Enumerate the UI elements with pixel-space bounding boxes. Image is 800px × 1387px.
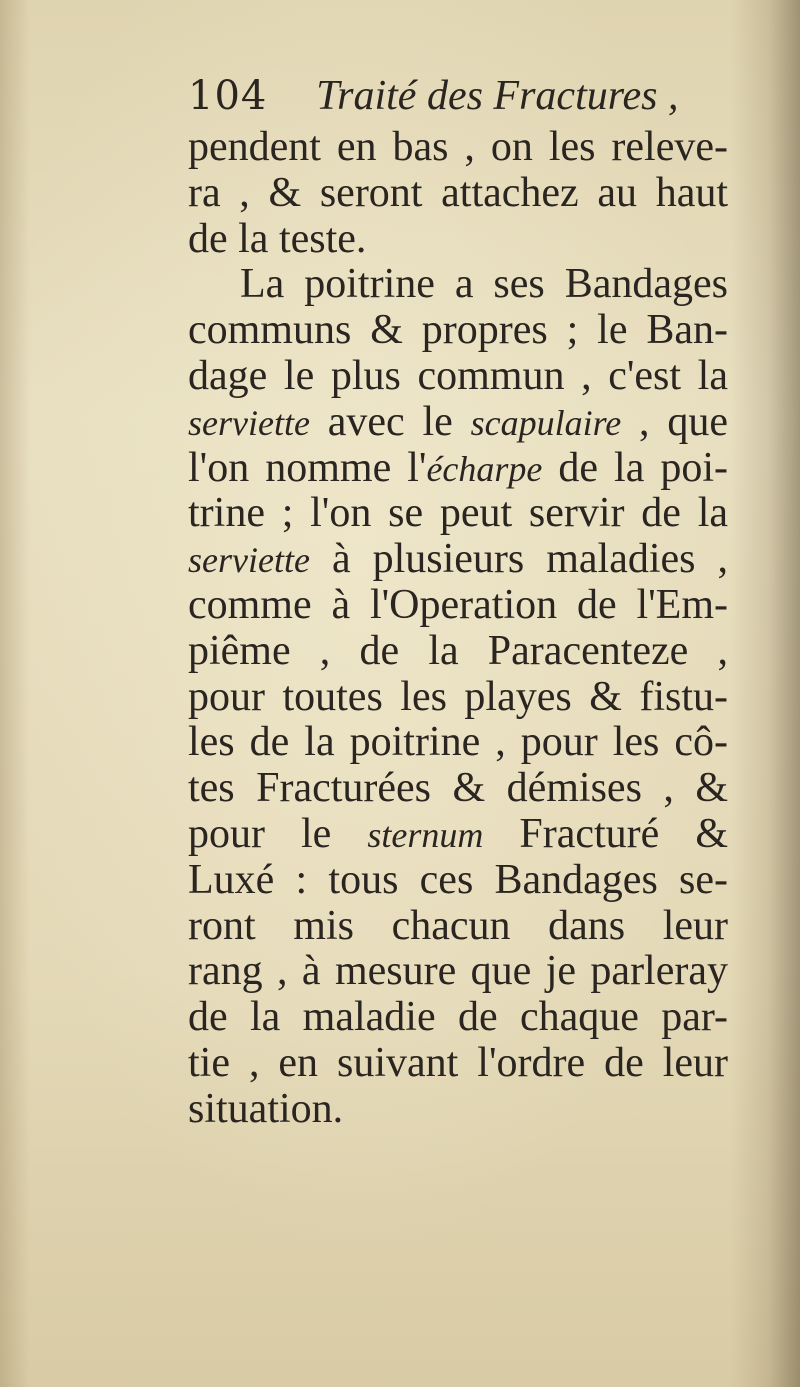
text-segment: de la poi- (542, 444, 729, 491)
text-line (188, 949, 728, 995)
text-line (188, 583, 728, 629)
text-segment: tes Fracturées & démises , & (188, 765, 728, 812)
text-segment: pour toutes les playes & fistu- (188, 673, 728, 720)
page-header (188, 66, 708, 126)
text-line (188, 308, 728, 354)
text-line (188, 217, 728, 263)
text-line (188, 1087, 728, 1133)
body-text (188, 125, 728, 1133)
text-segment: communs & propres ; le Ban- (188, 307, 728, 354)
text-line (188, 400, 728, 446)
text-line (188, 1041, 728, 1087)
text-line (188, 858, 728, 904)
text-line (188, 995, 728, 1041)
text-segment: tie , en suivant l'ordre de leur (188, 1039, 728, 1086)
spine-shadow (730, 0, 800, 1387)
text-line (188, 125, 728, 171)
text-line (188, 354, 728, 400)
text-segment: ra , & seront attachez au haut (188, 169, 728, 216)
page-number: 104 (188, 73, 268, 119)
text-segment: l'on nomme l' (188, 444, 427, 491)
text-line (188, 812, 728, 858)
text-line (188, 446, 728, 492)
text-segment: les de la poitrine , pour les cô- (188, 719, 728, 766)
text-segment: ront mis chacun dans leur (188, 902, 728, 949)
text-line (188, 675, 728, 721)
text-segment: pour le (188, 810, 368, 857)
text-segment: à plusieurs maladies , (309, 536, 728, 583)
text-segment: trine ; l'on se peut servir de la (188, 490, 728, 537)
text-segment: avec le (309, 398, 471, 445)
text-line (188, 537, 728, 583)
text-line (188, 904, 728, 950)
text-segment: comme à l'Operation de l'Em- (188, 581, 728, 628)
italic-term: serviette (188, 402, 310, 443)
text-segment: Luxé : tous ces Bandages se- (188, 856, 728, 903)
text-line (188, 491, 728, 537)
text-line (188, 629, 728, 675)
running-title: Traité des Fractures , (316, 73, 679, 119)
text-segment: rang , à mesure que je parleray (188, 948, 728, 995)
italic-term: scapulaire (470, 402, 622, 443)
text-segment: de la maladie de chaque par- (188, 994, 728, 1041)
text-segment: dage le plus commun , c'est la (188, 352, 728, 399)
text-line (188, 171, 728, 217)
text-segment: , que (621, 398, 728, 445)
text-segment: piême , de la Paracenteze , (188, 627, 728, 674)
text-segment: pendent en bas , on les releve- (188, 124, 728, 170)
italic-term: écharpe (426, 448, 543, 489)
page-left-edge (0, 0, 30, 1387)
text-segment: de la teste. (188, 215, 367, 262)
text-segment: Fracturé & (483, 810, 729, 857)
text-segment: situation. (188, 1085, 344, 1132)
text-line (188, 262, 728, 308)
text-segment: La poitrine a ses Bandages (240, 261, 728, 308)
italic-term: serviette (188, 540, 310, 581)
italic-term: sternum (367, 814, 484, 855)
text-line (188, 766, 728, 812)
text-line (188, 720, 728, 766)
